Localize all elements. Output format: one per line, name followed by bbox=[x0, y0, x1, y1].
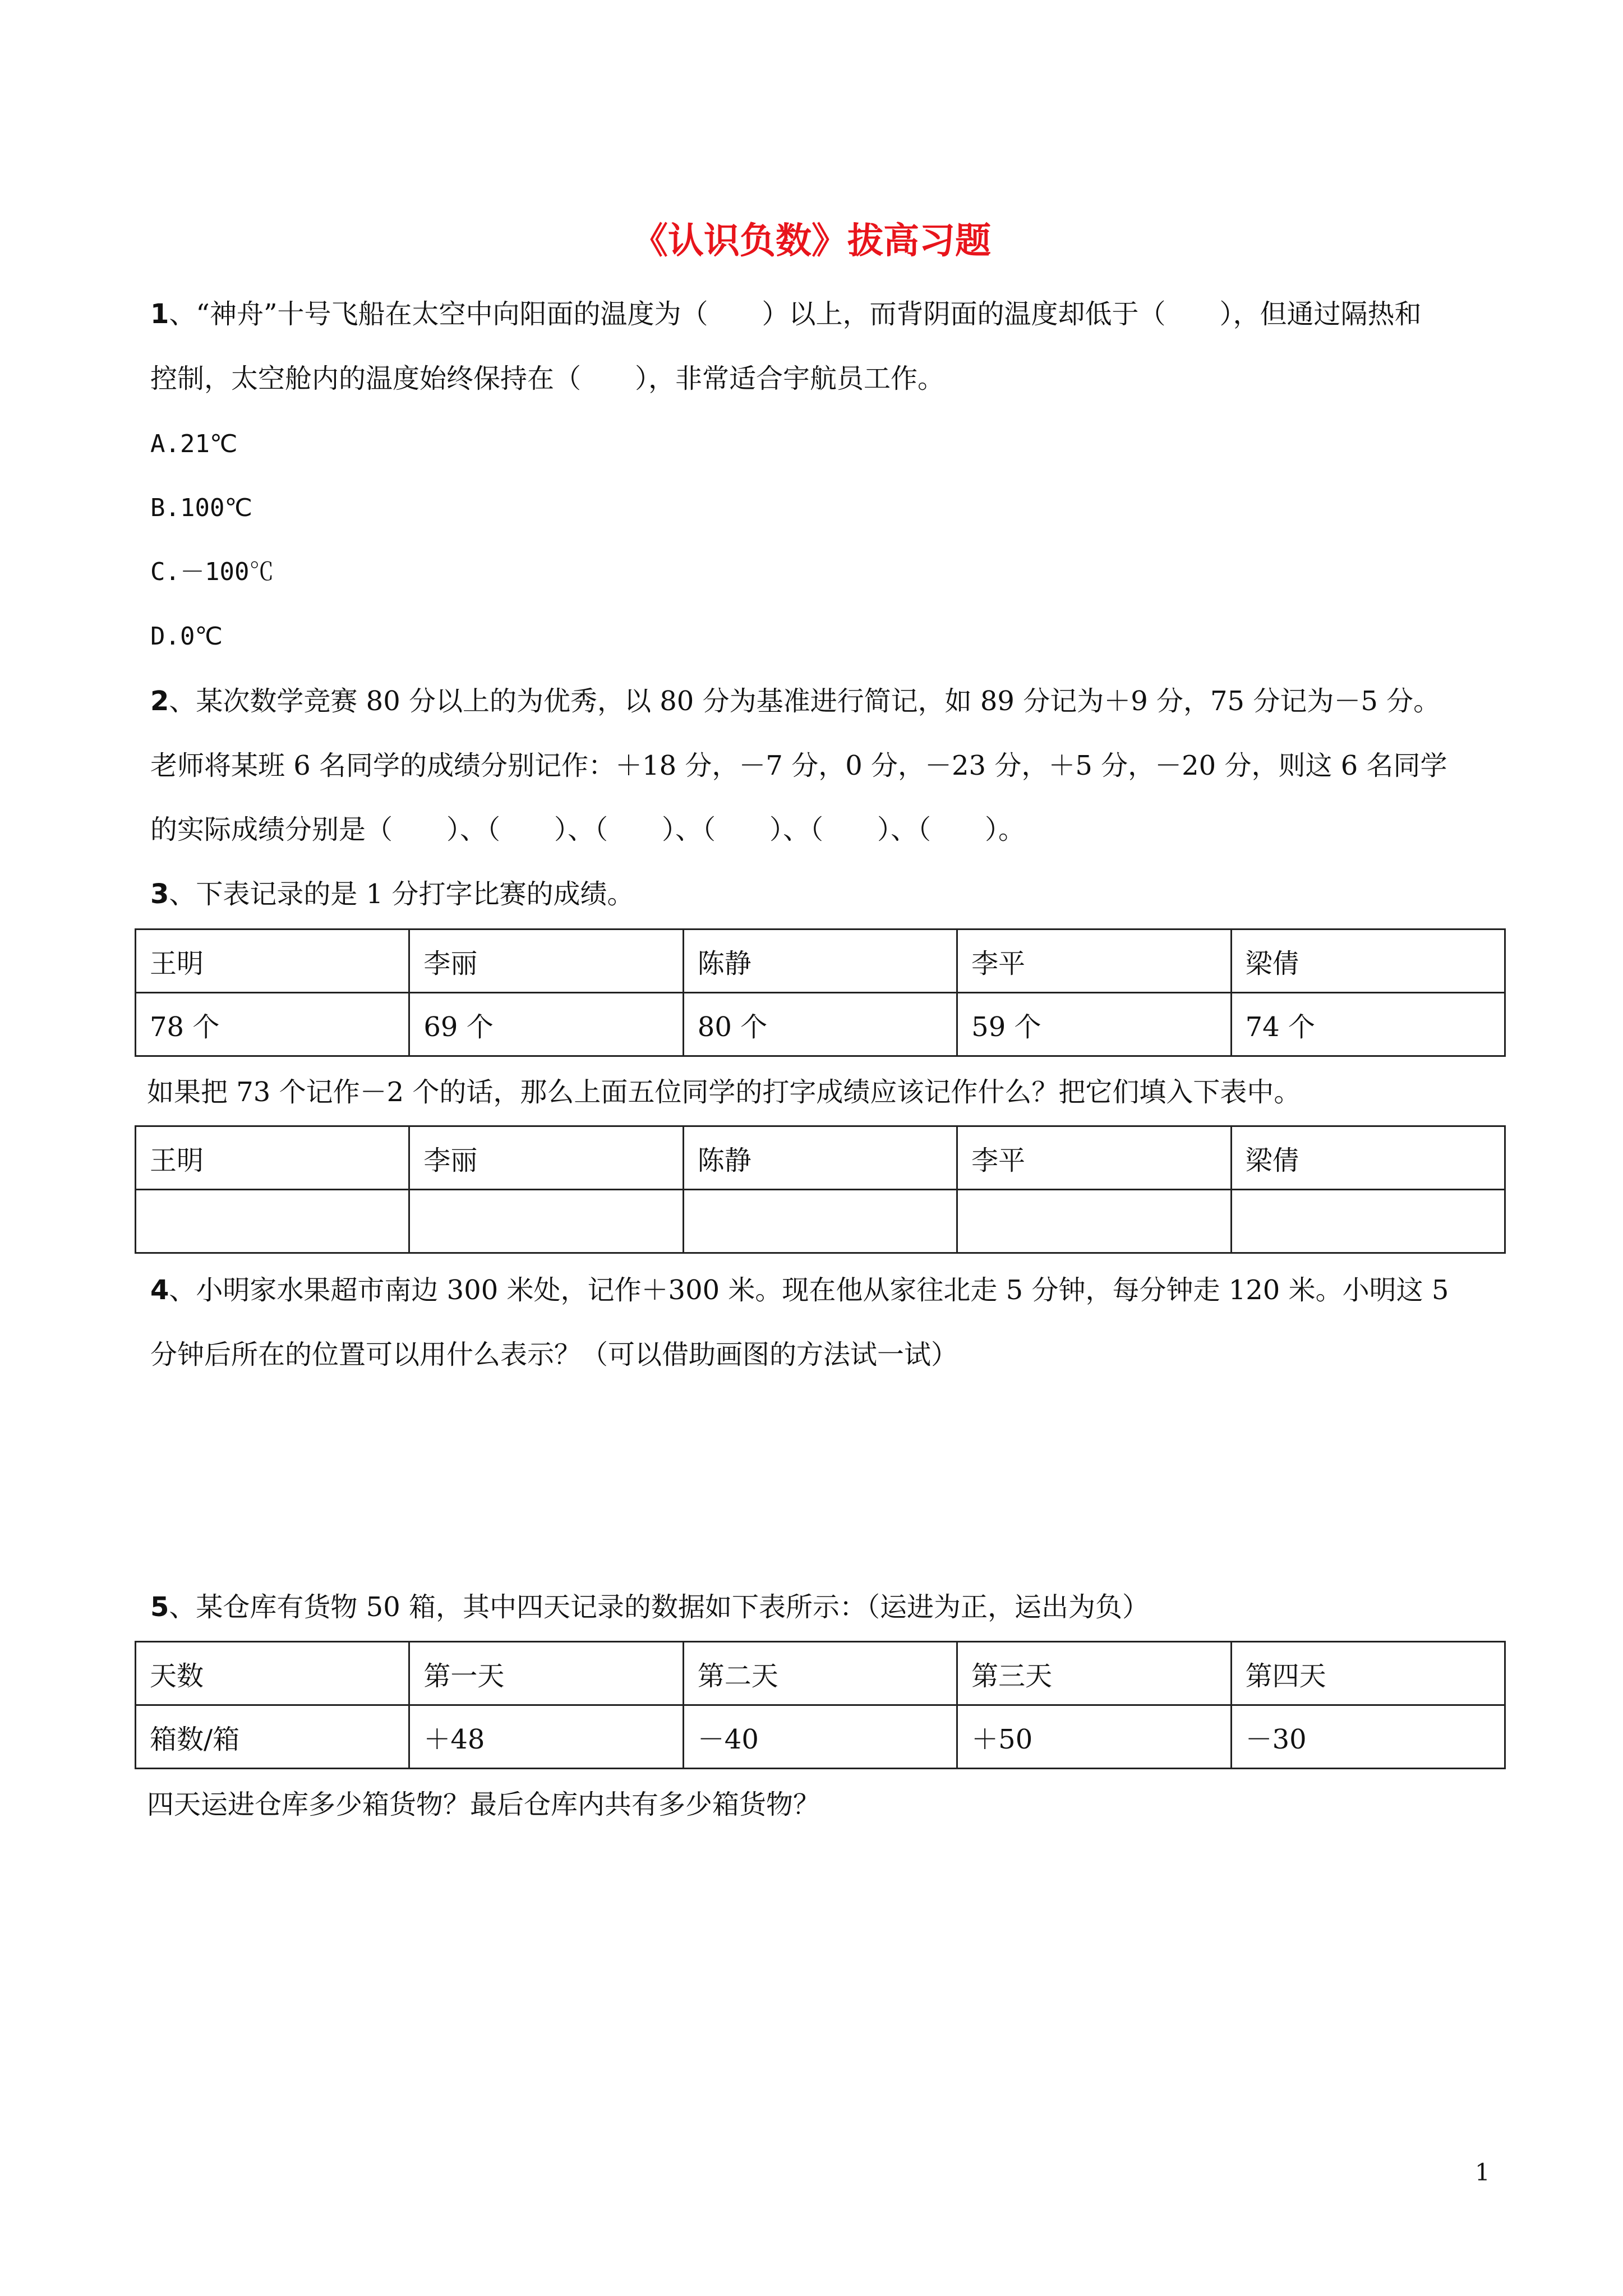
q1-option-c: C.－100℃ bbox=[150, 558, 274, 586]
table-cell: 王明 bbox=[136, 930, 409, 993]
q3-intro-text: 、下表记录的是 1 分打字比赛的成绩。 bbox=[169, 878, 634, 910]
q2-text-1: 、某次数学竞赛 80 分以上的为优秀，以 80 分为基准进行简记，如 89 分记为＋9 分，75 分记为－5 分。 bbox=[169, 685, 1441, 717]
table-row bbox=[136, 1705, 1505, 1769]
answer-cell[interactable] bbox=[957, 1190, 1231, 1253]
q4-text-1: 、小明家水果超市南边 300 米处，记作＋300 米。现在他从家往北走 5 分钟，每分钟走 120 米。小明这 5 bbox=[169, 1274, 1449, 1306]
table-cell: 李丽 bbox=[409, 930, 683, 993]
table-cell: ＋50 bbox=[957, 1705, 1231, 1769]
q1-line-1 bbox=[150, 295, 1422, 334]
q2-number: 2 bbox=[150, 685, 169, 717]
table-cell: 78 个 bbox=[136, 993, 409, 1056]
table-cell: 第四天 bbox=[1231, 1642, 1505, 1705]
table-cell: 80 个 bbox=[683, 993, 957, 1056]
q5-intro-text: 、某仓库有货物 50 箱，其中四天记录的数据如下表所示：（运进为正，运出为负） bbox=[169, 1591, 1150, 1623]
q3-number: 3 bbox=[150, 878, 169, 910]
table-row bbox=[136, 993, 1505, 1056]
table-cell: －40 bbox=[683, 1705, 957, 1769]
table-cell: 第二天 bbox=[683, 1642, 957, 1705]
answer-cell[interactable] bbox=[1231, 1190, 1505, 1253]
q2-line-3: 的实际成绩分别是（ ）、（ ）、（ ）、（ ）、（ ）、（ ）。 bbox=[150, 814, 1026, 845]
table-cell: 第三天 bbox=[957, 1642, 1231, 1705]
warehouse-table bbox=[135, 1641, 1506, 1769]
q4-line-1 bbox=[150, 1271, 1449, 1310]
table-cell: ＋48 bbox=[409, 1705, 683, 1769]
q2-line-1 bbox=[150, 682, 1440, 721]
table-cell: 梁倩 bbox=[1231, 1126, 1505, 1190]
q5-number: 5 bbox=[150, 1591, 169, 1623]
q2-line-2: 老师将某班 6 名同学的成绩分别记作：＋18 分，－7 分，0 分，－23 分，＋5 分，－20 分，则这 6 名同学 bbox=[150, 750, 1447, 781]
q3-prompt: 如果把 73 个记作－2 个的话，那么上面五位同学的打字成绩应该记作什么？把它们填入下表中。 bbox=[147, 1076, 1301, 1108]
answer-table bbox=[135, 1125, 1506, 1254]
q1-option-b: B.100℃ bbox=[150, 494, 252, 522]
table-cell: 李丽 bbox=[409, 1126, 683, 1190]
q1-option-d: D.0℃ bbox=[150, 622, 223, 651]
table-cell: 箱数/箱 bbox=[136, 1705, 409, 1769]
typing-score-table bbox=[135, 928, 1506, 1057]
q1-option-a: A.21℃ bbox=[150, 430, 238, 458]
table-cell: 梁倩 bbox=[1231, 930, 1505, 993]
table-cell: 59 个 bbox=[957, 993, 1231, 1056]
q1-text-1: 、“神舟”十号飞船在太空中向阳面的温度为（ ）以上，而背阴面的温度却低于（ ），但通过隔热和 bbox=[169, 298, 1422, 330]
table-cell: 第一天 bbox=[409, 1642, 683, 1705]
table-cell: －30 bbox=[1231, 1705, 1505, 1769]
table-cell: 69 个 bbox=[409, 993, 683, 1056]
q4-line-2: 分钟后所在的位置可以用什么表示？（可以借助画图的方法试一试） bbox=[150, 1339, 958, 1370]
q5-intro bbox=[150, 1588, 1149, 1627]
table-cell: 王明 bbox=[136, 1126, 409, 1190]
answer-cell[interactable] bbox=[136, 1190, 409, 1253]
table-row bbox=[136, 1126, 1505, 1190]
table-cell: 李平 bbox=[957, 1126, 1231, 1190]
table-cell: 陈静 bbox=[683, 930, 957, 993]
table-row bbox=[136, 930, 1505, 993]
worksheet-title: 《认识负数》拔高习题 bbox=[632, 220, 991, 262]
q5-question: 四天运进仓库多少箱货物？最后仓库内共有多少箱货物？ bbox=[147, 1789, 820, 1820]
answer-cell[interactable] bbox=[683, 1190, 957, 1253]
q3-intro bbox=[150, 875, 634, 914]
table-cell: 74 个 bbox=[1231, 993, 1505, 1056]
q1-line-2: 控制，太空舱内的温度始终保持在（ ），非常适合宇航员工作。 bbox=[150, 363, 945, 394]
page-number: 1 bbox=[1475, 2159, 1490, 2186]
table-cell: 天数 bbox=[136, 1642, 409, 1705]
q4-number: 4 bbox=[150, 1274, 169, 1306]
table-row bbox=[136, 1642, 1505, 1705]
q1-number: 1 bbox=[150, 298, 169, 330]
answer-cell[interactable] bbox=[409, 1190, 683, 1253]
table-row bbox=[136, 1190, 1505, 1253]
table-cell: 李平 bbox=[957, 930, 1231, 993]
table-cell: 陈静 bbox=[683, 1126, 957, 1190]
